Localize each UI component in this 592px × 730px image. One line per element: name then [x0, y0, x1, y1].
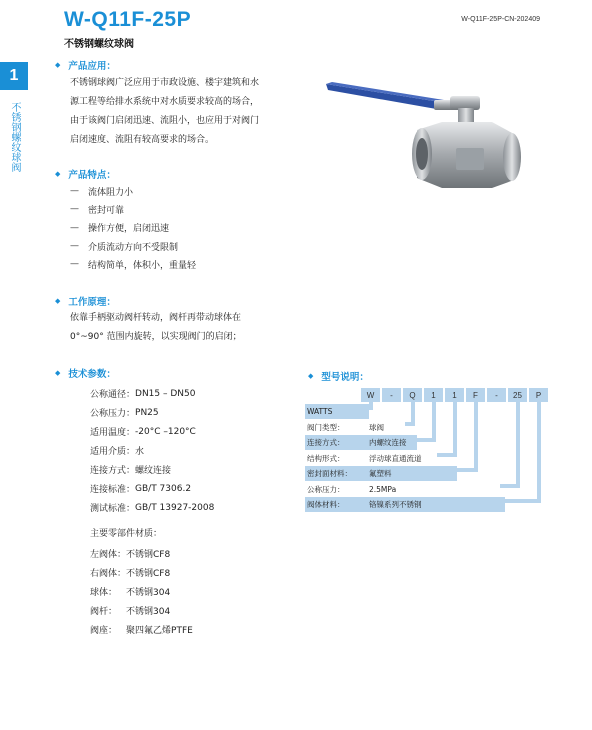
part-row: 阀座： 聚四氟乙烯PTFE: [90, 626, 193, 636]
model-code-cell: W: [361, 388, 380, 402]
model-heading: ◆ 型号说明：: [308, 372, 369, 383]
model-code-cell: F: [466, 388, 485, 402]
chapter-number: 1: [0, 62, 28, 90]
model-code-cell: -: [382, 388, 401, 402]
diamond-icon: ◆: [55, 297, 61, 305]
page-title: W-Q11F-25P: [64, 8, 192, 31]
diamond-icon: ◆: [55, 170, 61, 178]
spec-row: 公称通径： DN15 – DN50: [90, 388, 196, 400]
model-row: 密封面材料： 氟塑料: [305, 466, 457, 481]
model-row: 阀体材料： 铬镍系列不锈钢: [305, 497, 505, 512]
model-code-cell: 1: [445, 388, 464, 402]
spec-row: 连接标准： GB/T 7306.2: [90, 483, 192, 495]
parts-title: 主要零部件材质：: [90, 529, 163, 539]
part-row: 左阀体： 不锈钢CF8: [90, 550, 171, 560]
application-heading: ◆ 产品应用：: [55, 61, 116, 72]
list-item: — 流体阻力小: [70, 186, 134, 198]
diamond-icon: ◆: [55, 61, 61, 69]
features-heading: ◆ 产品特点：: [55, 170, 116, 181]
list-item: — 密封可靠: [70, 204, 125, 216]
model-row: 连接方式： 内螺纹连接: [305, 435, 417, 450]
model-code-cell: P: [529, 388, 548, 402]
spec-row: 适用温度： -20°C –120°C: [90, 426, 196, 438]
model-code-cell: -: [487, 388, 506, 402]
model-row: 阀门类型： 球阀: [307, 423, 384, 432]
chapter-label: 不锈钢螺纹球阀: [9, 102, 20, 172]
document-code: W-Q11F-25P-CN-202409: [461, 16, 540, 23]
list-item: — 操作方便，启闭迅速: [70, 222, 170, 235]
principle-heading: ◆ 工作原理：: [55, 297, 116, 308]
spec-row: 公称压力： PN25: [90, 407, 159, 419]
model-code-cell: 1: [424, 388, 443, 402]
specs-list: [90, 384, 214, 517]
features-list: [70, 182, 196, 273]
page-subtitle: 不锈钢螺纹球阀: [64, 39, 134, 50]
part-row: 球体： 不锈钢304: [90, 588, 171, 598]
list-item: — 介质流动方向不受限制: [70, 241, 179, 253]
model-row: 结构形式： 浮动球直通流道: [307, 454, 422, 463]
principle-text: 依靠手柄驱动阀杆转动，阀杆再带动球体在 0°~90° 范围内旋转，以实现阀门的启闭；: [70, 313, 242, 342]
spec-row: 测试标准： GB/T 13927-2008: [90, 502, 215, 514]
model-designation-table: [305, 388, 542, 520]
model-code-cell: 25: [508, 388, 527, 402]
spec-row: 连接方式： 螺纹连接: [90, 466, 172, 476]
application-text: 不锈钢球阀广泛应用于市政设施、楼宇建筑和水 源工程等给排水系统中对水质要求较高的场合， 由于该阀门启闭迅速、流阻小，也应用于对阀门 启闭速度、流阻有较高要求的场合。: [70, 78, 260, 145]
diamond-icon: ◆: [55, 369, 61, 377]
part-row: 右阀体： 不锈钢CF8: [90, 569, 171, 579]
model-row: 公称压力： 2.5MPa: [307, 485, 397, 494]
model-code-row: [361, 388, 550, 402]
list-item: — 结构简单，体积小，重量轻: [70, 259, 197, 271]
ball-valve-image: [322, 74, 532, 194]
part-row: 阀杆： 不锈钢304: [90, 607, 171, 617]
model-row: WATTS: [305, 404, 369, 419]
specs-heading: ◆ 技术参数：: [55, 369, 116, 380]
model-code-cell: Q: [403, 388, 422, 402]
diamond-icon: ◆: [308, 372, 314, 380]
spec-row: 适用介质： 水: [90, 447, 145, 457]
parts-list: [90, 544, 193, 639]
